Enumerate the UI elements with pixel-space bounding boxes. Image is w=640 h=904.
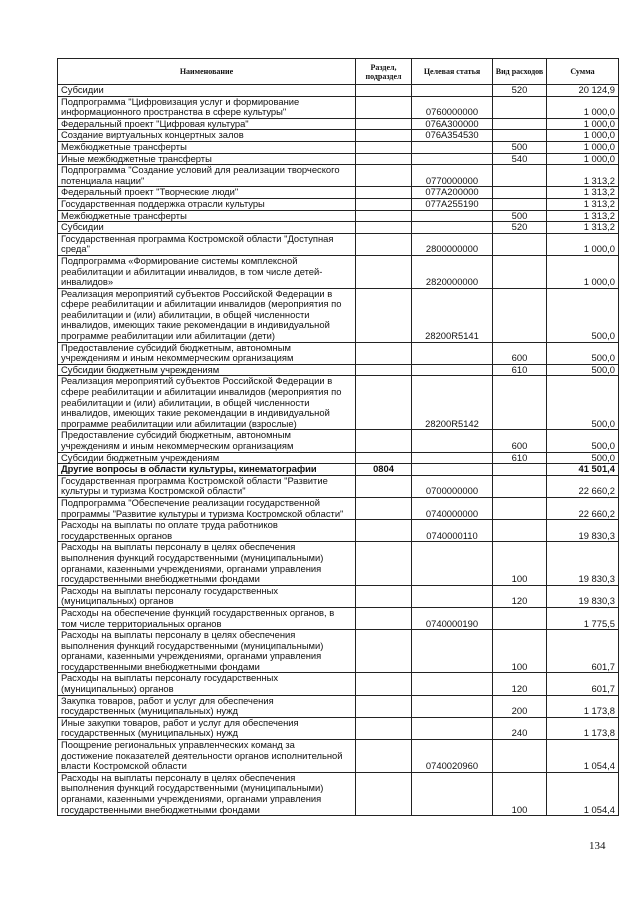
cell-name: Подпрограмма "Цифровизация услуг и формирование информационного пространства в сфере культуры" [58, 96, 356, 118]
cell-section [356, 772, 412, 815]
cell-type [493, 255, 547, 288]
table-row [58, 118, 619, 130]
cell-amount: 1 313,2 [547, 165, 619, 187]
table-row [58, 740, 619, 773]
cell-amount: 500,0 [547, 288, 619, 342]
cell-name: Субсидии [58, 222, 356, 234]
cell-target: 0770000000 [412, 165, 493, 187]
cell-target [412, 630, 493, 673]
cell-section [356, 673, 412, 695]
table-row [58, 376, 619, 430]
cell-section [356, 585, 412, 607]
cell-type: 600 [493, 342, 547, 364]
cell-section [356, 364, 412, 376]
budget-table [57, 58, 619, 816]
table-row [58, 187, 619, 199]
cell-name: Другие вопросы в области культуры, кинематографии [58, 464, 356, 476]
cell-type: 240 [493, 717, 547, 739]
cell-target: 28200R5142 [412, 376, 493, 430]
cell-section [356, 130, 412, 142]
cell-type: 610 [493, 452, 547, 464]
cell-amount: 1 775,5 [547, 607, 619, 629]
cell-amount: 1 313,2 [547, 187, 619, 199]
table-row [58, 153, 619, 165]
cell-target [412, 364, 493, 376]
cell-section [356, 187, 412, 199]
cell-target [412, 222, 493, 234]
cell-amount: 1 000,0 [547, 96, 619, 118]
table-row [58, 607, 619, 629]
cell-target [412, 464, 493, 476]
table-row [58, 342, 619, 364]
cell-type: 500 [493, 210, 547, 222]
cell-target: 28200R5141 [412, 288, 493, 342]
cell-type: 100 [493, 542, 547, 585]
table-row [58, 430, 619, 452]
cell-amount: 1 000,0 [547, 153, 619, 165]
cell-type [493, 187, 547, 199]
cell-target [412, 85, 493, 97]
cell-amount: 500,0 [547, 364, 619, 376]
cell-amount: 1 313,2 [547, 222, 619, 234]
cell-section [356, 342, 412, 364]
cell-target: 077А255190 [412, 198, 493, 210]
table-row [58, 520, 619, 542]
cell-amount: 1 173,8 [547, 717, 619, 739]
cell-type: 500 [493, 141, 547, 153]
cell-target [412, 153, 493, 165]
cell-name: Реализация мероприятий субъектов Российской Федерации в сфере реабилитации и абилитации инвалидов (мероприятия по реабилитации и (или) абилитации, в общей численности инвалидов, имеющих такие рекомендации в индивидуальной программе реабилитации или абилитации (дети) [58, 288, 356, 342]
cell-section [356, 141, 412, 153]
cell-section [356, 85, 412, 97]
cell-amount: 19 830,3 [547, 585, 619, 607]
cell-target [412, 210, 493, 222]
table-row [58, 141, 619, 153]
table-row [58, 717, 619, 739]
cell-section [356, 255, 412, 288]
cell-type [493, 130, 547, 142]
cell-amount: 1 054,4 [547, 772, 619, 815]
cell-amount: 1 000,0 [547, 130, 619, 142]
cell-target [412, 141, 493, 153]
table-row [58, 497, 619, 519]
cell-target [412, 542, 493, 585]
cell-target: 2800000000 [412, 233, 493, 255]
cell-section [356, 118, 412, 130]
cell-target [412, 673, 493, 695]
column-header-target: Целевая статья [412, 59, 493, 85]
cell-section [356, 520, 412, 542]
cell-target [412, 585, 493, 607]
table-row [58, 255, 619, 288]
cell-type: 120 [493, 673, 547, 695]
cell-type: 520 [493, 85, 547, 97]
cell-amount: 1 000,0 [547, 118, 619, 130]
cell-name: Расходы на выплаты персоналу государственных (муниципальных) органов [58, 673, 356, 695]
cell-type [493, 607, 547, 629]
cell-section [356, 198, 412, 210]
cell-section [356, 165, 412, 187]
cell-target [412, 430, 493, 452]
cell-type: 610 [493, 364, 547, 376]
cell-target: 0700000000 [412, 475, 493, 497]
table-row [58, 364, 619, 376]
cell-section [356, 153, 412, 165]
table-row [58, 464, 619, 476]
cell-name: Подпрограмма "Обеспечение реализации государственной программы "Развитие культуры и туризма Костромской области" [58, 497, 356, 519]
cell-section [356, 717, 412, 739]
column-header-type: Вид расходов [493, 59, 547, 85]
cell-section [356, 430, 412, 452]
cell-name: Субсидии [58, 85, 356, 97]
cell-type [493, 198, 547, 210]
cell-name: Создание виртуальных концертных залов [58, 130, 356, 142]
cell-type [493, 376, 547, 430]
cell-amount: 500,0 [547, 430, 619, 452]
cell-amount: 19 830,3 [547, 542, 619, 585]
column-header-name: Наименование [58, 59, 356, 85]
column-header-amount: Сумма [547, 59, 619, 85]
cell-amount: 1 000,0 [547, 233, 619, 255]
table-body [58, 85, 619, 816]
table-row [58, 85, 619, 97]
cell-type: 100 [493, 630, 547, 673]
cell-target: 2820000000 [412, 255, 493, 288]
cell-name: Государственная программа Костромской области "Доступная среда" [58, 233, 356, 255]
table-row [58, 198, 619, 210]
cell-type [493, 740, 547, 773]
cell-name: Иные межбюджетные трансферты [58, 153, 356, 165]
cell-target [412, 717, 493, 739]
cell-amount: 20 124,9 [547, 85, 619, 97]
cell-name: Расходы на выплаты по оплате труда работников государственных органов [58, 520, 356, 542]
cell-amount: 22 660,2 [547, 497, 619, 519]
cell-amount: 1 000,0 [547, 255, 619, 288]
cell-section [356, 233, 412, 255]
table-row [58, 288, 619, 342]
cell-section [356, 542, 412, 585]
cell-name: Межбюджетные трансферты [58, 141, 356, 153]
cell-amount: 601,7 [547, 673, 619, 695]
table-row [58, 475, 619, 497]
table-row [58, 585, 619, 607]
cell-target: 077А200000 [412, 187, 493, 199]
cell-name: Иные закупки товаров, работ и услуг для обеспечения государственных (муниципальных) нужд [58, 717, 356, 739]
table-row [58, 165, 619, 187]
table-row [58, 630, 619, 673]
cell-target: 0740000110 [412, 520, 493, 542]
cell-name: Субсидии бюджетным учреждениям [58, 452, 356, 464]
cell-type [493, 475, 547, 497]
cell-name: Подпрограмма «Формирование системы комплексной реабилитации и абилитации инвалидов, в том числе детей- инвалидов» [58, 255, 356, 288]
cell-section [356, 497, 412, 519]
cell-type: 100 [493, 772, 547, 815]
table-header-row [58, 59, 619, 85]
cell-section [356, 96, 412, 118]
cell-name: Федеральный проект "Цифровая культура" [58, 118, 356, 130]
cell-target: 0740020960 [412, 740, 493, 773]
page-number: 134 [589, 840, 606, 852]
cell-type: 540 [493, 153, 547, 165]
cell-section [356, 630, 412, 673]
cell-target: 0740000000 [412, 497, 493, 519]
cell-type [493, 497, 547, 519]
cell-name: Межбюджетные трансферты [58, 210, 356, 222]
cell-target [412, 695, 493, 717]
cell-name: Поощрение региональных управленческих команд за достижение показателей деятельности органов исполнительной власти Костромской области [58, 740, 356, 773]
cell-target [412, 452, 493, 464]
cell-name: Предоставление субсидий бюджетным, автономным учреждениям и иным некоммерческим организациям [58, 430, 356, 452]
cell-amount: 1 313,2 [547, 210, 619, 222]
table-row [58, 222, 619, 234]
cell-type [493, 165, 547, 187]
cell-name: Предоставление субсидий бюджетным, автономным учреждениям и иным некоммерческим организациям [58, 342, 356, 364]
cell-target [412, 772, 493, 815]
cell-name: Расходы на выплаты персоналу в целях обеспечения выполнения функций государственными (муниципальными) органами, казенными учреждениями, органами управления государственными внебюджетными фондами [58, 630, 356, 673]
cell-amount: 1 173,8 [547, 695, 619, 717]
cell-type: 520 [493, 222, 547, 234]
table-row [58, 233, 619, 255]
cell-section: 0804 [356, 464, 412, 476]
cell-type [493, 288, 547, 342]
table-row [58, 695, 619, 717]
cell-target [412, 342, 493, 364]
cell-name: Федеральный проект "Творческие люди" [58, 187, 356, 199]
cell-amount: 500,0 [547, 376, 619, 430]
cell-name: Расходы на выплаты персоналу государственных (муниципальных) органов [58, 585, 356, 607]
cell-type: 200 [493, 695, 547, 717]
cell-target: 076А300000 [412, 118, 493, 130]
cell-amount: 1 313,2 [547, 198, 619, 210]
cell-target: 076А354530 [412, 130, 493, 142]
cell-type: 600 [493, 430, 547, 452]
cell-type: 120 [493, 585, 547, 607]
table-row [58, 452, 619, 464]
cell-amount: 22 660,2 [547, 475, 619, 497]
cell-section [356, 222, 412, 234]
column-header-section: Раздел, подраздел [356, 59, 412, 85]
cell-target: 0740000190 [412, 607, 493, 629]
table-row [58, 673, 619, 695]
cell-section [356, 607, 412, 629]
table-row [58, 772, 619, 815]
cell-amount: 1 000,0 [547, 141, 619, 153]
cell-amount: 601,7 [547, 630, 619, 673]
cell-name: Закупка товаров, работ и услуг для обеспечения государственных (муниципальных) нужд [58, 695, 356, 717]
table-row [58, 542, 619, 585]
cell-name: Государственная программа Костромской области "Развитие культуры и туризма Костромской области" [58, 475, 356, 497]
cell-name: Реализация мероприятий субъектов Российской Федерации в сфере реабилитации и абилитации инвалидов (мероприятия по реабилитации и (или) абилитации, в общей численности инвалидов, имеющих такие рекомендации в индивидуальной программе реабилитации или абилитации (взрослые) [58, 376, 356, 430]
cell-section [356, 288, 412, 342]
cell-type [493, 96, 547, 118]
cell-name: Расходы на выплаты персоналу в целях обеспечения выполнения функций государственными (муниципальными) органами, казенными учреждениями, органами управления государственными внебюджетными фондами [58, 772, 356, 815]
cell-amount: 1 054,4 [547, 740, 619, 773]
cell-type [493, 520, 547, 542]
cell-name: Подпрограмма "Создание условий для реализации творческого потенциала нации" [58, 165, 356, 187]
cell-name: Субсидии бюджетным учреждениям [58, 364, 356, 376]
table-row [58, 96, 619, 118]
cell-amount: 500,0 [547, 342, 619, 364]
cell-type [493, 233, 547, 255]
table-row [58, 130, 619, 142]
cell-section [356, 452, 412, 464]
cell-amount: 41 501,4 [547, 464, 619, 476]
cell-name: Расходы на выплаты персоналу в целях обеспечения выполнения функций государственными (муниципальными) органами, казенными учреждениями, органами управления государственными внебюджетными фондами [58, 542, 356, 585]
cell-name: Расходы на обеспечение функций государственных органов, в том числе территориальных органов [58, 607, 356, 629]
cell-section [356, 376, 412, 430]
cell-section [356, 210, 412, 222]
cell-amount: 500,0 [547, 452, 619, 464]
cell-type [493, 118, 547, 130]
cell-section [356, 695, 412, 717]
cell-type [493, 464, 547, 476]
cell-target: 0760000000 [412, 96, 493, 118]
cell-name: Государственная поддержка отрасли культуры [58, 198, 356, 210]
cell-section [356, 475, 412, 497]
table-row [58, 210, 619, 222]
cell-amount: 19 830,3 [547, 520, 619, 542]
cell-section [356, 740, 412, 773]
